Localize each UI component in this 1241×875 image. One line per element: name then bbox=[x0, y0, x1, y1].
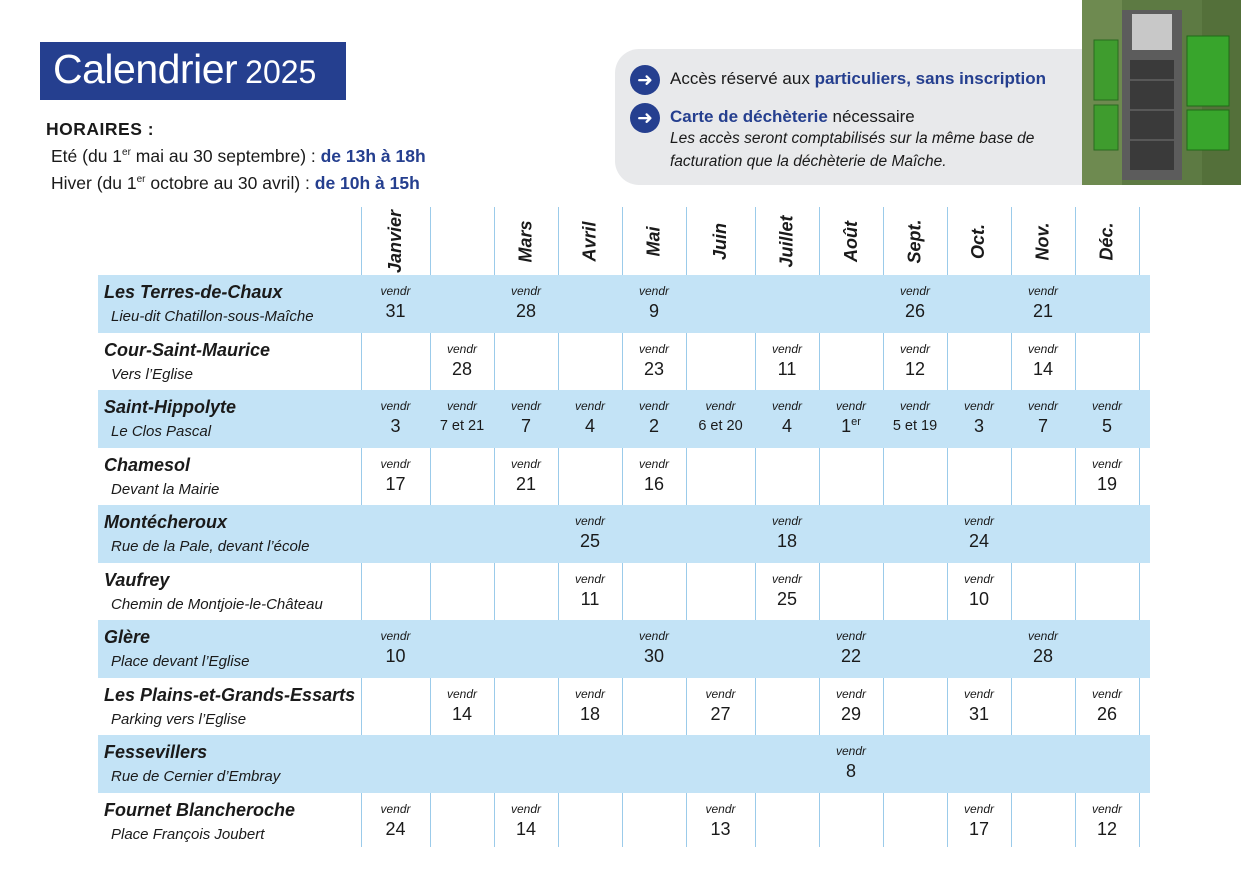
date-value: 10 bbox=[385, 646, 406, 666]
day-label: vendr bbox=[963, 686, 995, 701]
date-value: 27 bbox=[710, 703, 731, 724]
day-label: vendr bbox=[705, 801, 736, 816]
day-label: vendr bbox=[638, 456, 670, 471]
date-cell bbox=[1011, 342, 1075, 380]
day-label: vendr bbox=[1027, 341, 1059, 356]
date-cell bbox=[686, 802, 755, 840]
date-cell bbox=[947, 572, 1011, 610]
date-value: 28 bbox=[1032, 646, 1054, 666]
month-header: Janvier bbox=[384, 209, 405, 273]
date-cell bbox=[494, 284, 558, 322]
day-label: vendr bbox=[963, 801, 995, 816]
location-place: Le Clos Pascal bbox=[111, 423, 212, 440]
day-label: vendr bbox=[705, 686, 736, 701]
day-label: vendr bbox=[510, 284, 542, 298]
date-cell bbox=[1075, 457, 1139, 495]
date-cell bbox=[361, 802, 430, 840]
date-value: 12 bbox=[904, 358, 926, 379]
date-value: 2 bbox=[648, 416, 659, 436]
day-label: vendr bbox=[963, 571, 995, 586]
month-header: Avril bbox=[579, 220, 600, 262]
date-value: 1er bbox=[841, 416, 861, 436]
date-cell bbox=[947, 399, 1011, 437]
date-cell bbox=[819, 399, 883, 437]
day-label: vendr bbox=[963, 399, 995, 413]
day-label: vendr bbox=[771, 341, 803, 356]
day-label: vendr bbox=[835, 686, 867, 701]
date-value: 29 bbox=[840, 703, 862, 724]
date-cell bbox=[1075, 802, 1139, 840]
location-place: Place François Joubert bbox=[111, 825, 265, 843]
horaires-hiver: Hiver (du 1er octobre au 30 avril) : de 10h à 15h bbox=[51, 172, 420, 193]
month-header: Août bbox=[840, 220, 861, 262]
month-header: Oct. bbox=[968, 223, 989, 259]
date-cell bbox=[430, 399, 494, 434]
day-label: vendr bbox=[380, 284, 411, 298]
day-label: vendr bbox=[446, 686, 478, 701]
arrow-right-icon: ➜ bbox=[630, 103, 660, 133]
date-cell bbox=[755, 572, 819, 610]
date-cell bbox=[430, 687, 494, 725]
date-cell bbox=[755, 399, 819, 437]
date-cell bbox=[430, 342, 494, 380]
day-label: vendr bbox=[1091, 456, 1123, 471]
date-value: 3 bbox=[390, 416, 401, 436]
date-value: 31 bbox=[385, 301, 406, 321]
day-label: vendr bbox=[1027, 284, 1059, 298]
info-card: ➜ Carte de déchèterie nécessaire Les accès seront comptabilisés sur la même base de facturation que la déchèterie de Maîche. bbox=[630, 103, 1034, 173]
date-value: 28 bbox=[451, 358, 473, 379]
location-name: Les Terres-de-Chaux bbox=[104, 282, 283, 302]
date-value: 11 bbox=[777, 358, 797, 379]
day-label: vendr bbox=[638, 284, 670, 298]
day-label: vendr bbox=[574, 686, 606, 701]
date-value: 23 bbox=[643, 358, 665, 379]
info-box bbox=[615, 49, 1115, 185]
day-label: vendr bbox=[835, 399, 867, 413]
date-value: 24 bbox=[385, 818, 406, 839]
date-value: 7 bbox=[1037, 416, 1048, 436]
date-cell bbox=[622, 457, 686, 495]
date-value: 21 bbox=[1032, 301, 1054, 321]
day-label: vendr bbox=[1027, 399, 1059, 413]
date-value: 6 et 20 bbox=[698, 418, 743, 434]
day-label: vendr bbox=[510, 801, 542, 816]
location-place: Place devant l’Eglise bbox=[111, 653, 250, 670]
date-value: 28 bbox=[515, 301, 537, 321]
day-label: vendr bbox=[835, 629, 867, 643]
date-cell bbox=[558, 572, 622, 610]
date-cell bbox=[819, 629, 883, 667]
date-value: 21 bbox=[515, 473, 537, 494]
horaires-hiver-hours: de 10h à 15h bbox=[314, 172, 420, 193]
date-value: 7 et 21 bbox=[439, 418, 485, 434]
day-label: vendr bbox=[835, 744, 867, 758]
month-header bbox=[430, 207, 494, 275]
date-value: 4 bbox=[584, 416, 595, 436]
arrow-right-icon: ➜ bbox=[630, 65, 660, 95]
day-label: vendr bbox=[574, 571, 606, 586]
day-label: vendr bbox=[638, 399, 670, 413]
date-cell bbox=[622, 399, 686, 437]
date-cell bbox=[361, 284, 430, 322]
month-header: Déc. bbox=[1096, 221, 1117, 261]
date-value: 19 bbox=[1096, 473, 1118, 494]
date-cell bbox=[883, 284, 947, 322]
date-cell bbox=[1011, 399, 1075, 437]
date-cell bbox=[755, 514, 819, 552]
date-value: 17 bbox=[968, 818, 990, 839]
date-value: 9 bbox=[648, 301, 659, 321]
date-value: 17 bbox=[385, 473, 406, 494]
day-label: vendr bbox=[380, 801, 411, 816]
day-label: vendr bbox=[705, 399, 736, 413]
date-cell bbox=[883, 342, 947, 380]
day-label: vendr bbox=[446, 341, 478, 356]
date-value: 25 bbox=[776, 588, 798, 609]
date-value: 31 bbox=[968, 703, 990, 724]
day-label: vendr bbox=[510, 456, 542, 471]
date-cell bbox=[686, 687, 755, 725]
day-label: vendr bbox=[771, 571, 803, 586]
location-name: Cour-Saint-Maurice bbox=[104, 339, 271, 360]
date-cell bbox=[1075, 687, 1139, 725]
day-label: vendr bbox=[446, 399, 478, 413]
info-note-1: Les accès seront comptabilisés sur la même base de bbox=[670, 130, 1035, 147]
date-value: 30 bbox=[643, 646, 665, 666]
horaires-label: HORAIRES : bbox=[46, 119, 155, 139]
date-value: 24 bbox=[968, 531, 990, 551]
date-cell bbox=[361, 457, 430, 495]
date-cell bbox=[1011, 629, 1075, 667]
date-value: 18 bbox=[579, 703, 601, 724]
date-value: 12 bbox=[1096, 818, 1118, 839]
location-place: Lieu-dit Chatillon-sous-Maîche bbox=[111, 308, 314, 325]
month-header: Juillet bbox=[776, 214, 797, 268]
location-name: Fessevillers bbox=[104, 742, 208, 762]
date-cell bbox=[755, 342, 819, 380]
day-label: vendr bbox=[771, 514, 803, 528]
day-label: vendr bbox=[574, 399, 606, 413]
date-cell bbox=[686, 399, 755, 434]
month-header: Nov. bbox=[1032, 221, 1053, 261]
date-value: 14 bbox=[1032, 358, 1054, 379]
month-header: Sept. bbox=[904, 218, 925, 264]
location-name: Chamesol bbox=[104, 454, 191, 475]
location-name: Montécheroux bbox=[104, 512, 228, 532]
date-cell bbox=[558, 687, 622, 725]
date-cell bbox=[622, 284, 686, 322]
location-place: Chemin de Montjoie-le-Château bbox=[111, 595, 323, 613]
date-value: 26 bbox=[904, 301, 926, 321]
recycling-trailer-photo bbox=[1082, 0, 1241, 185]
trailer-illustration bbox=[1082, 0, 1241, 185]
day-label: vendr bbox=[574, 514, 606, 528]
date-cell bbox=[361, 399, 430, 437]
date-cell bbox=[1011, 284, 1075, 322]
date-value: 10 bbox=[968, 588, 990, 609]
day-label: vendr bbox=[771, 399, 803, 413]
day-label: vendr bbox=[380, 629, 411, 643]
month-header: Mars bbox=[515, 219, 536, 263]
date-value: 14 bbox=[515, 818, 537, 839]
date-cell bbox=[494, 802, 558, 840]
day-label: vendr bbox=[899, 284, 931, 298]
date-value: 8 bbox=[845, 761, 856, 781]
day-label: vendr bbox=[638, 629, 670, 643]
date-value: 16 bbox=[643, 473, 665, 494]
day-label: vendr bbox=[1091, 801, 1123, 816]
horaires-ete-hours: de 13h à 18h bbox=[320, 145, 426, 166]
page-title bbox=[40, 42, 346, 100]
date-cell bbox=[494, 399, 558, 437]
location-name: Vaufrey bbox=[104, 569, 170, 590]
date-value: 5 et 19 bbox=[892, 418, 938, 434]
horaires-block bbox=[46, 117, 426, 195]
date-cell bbox=[622, 629, 686, 667]
location-place: Parking vers l’Eglise bbox=[111, 710, 247, 728]
location-place: Rue de Cernier d’Embray bbox=[111, 768, 281, 785]
location-name: Fournet Blancheroche bbox=[104, 799, 296, 820]
date-value: 4 bbox=[781, 416, 792, 436]
date-cell bbox=[947, 802, 1011, 840]
date-value: 26 bbox=[1096, 703, 1118, 724]
month-header: Mai bbox=[643, 225, 664, 257]
date-cell bbox=[947, 687, 1011, 725]
title-word: Calendrier bbox=[53, 46, 238, 92]
date-value: 3 bbox=[973, 416, 984, 436]
day-label: vendr bbox=[380, 456, 411, 471]
location-name: Les Plains-et-Grands-Essarts bbox=[104, 684, 356, 705]
day-label: vendr bbox=[963, 514, 995, 528]
date-value: 13 bbox=[710, 818, 731, 839]
date-value: 5 bbox=[1101, 416, 1112, 436]
date-value: 25 bbox=[579, 531, 601, 551]
date-value: 11 bbox=[580, 588, 600, 609]
month-header: Juin bbox=[709, 222, 730, 260]
day-label: vendr bbox=[510, 399, 542, 413]
date-cell bbox=[622, 342, 686, 380]
date-cell bbox=[361, 629, 430, 667]
day-label: vendr bbox=[380, 399, 411, 413]
location-name: Saint-Hippolyte bbox=[104, 397, 237, 417]
date-value: 7 bbox=[520, 416, 531, 436]
day-label: vendr bbox=[1091, 686, 1123, 701]
date-value: 14 bbox=[451, 703, 473, 724]
date-cell bbox=[558, 514, 622, 552]
day-label: vendr bbox=[1027, 629, 1059, 643]
info-access: ➜ Accès réservé aux particuliers, sans inscription bbox=[630, 65, 1046, 95]
date-cell bbox=[1075, 399, 1139, 437]
location-name: Glère bbox=[104, 627, 151, 647]
date-cell bbox=[494, 457, 558, 495]
location-place: Rue de la Pale, devant l’école bbox=[111, 538, 310, 555]
day-label: vendr bbox=[899, 341, 931, 356]
day-label: vendr bbox=[899, 399, 931, 413]
date-cell bbox=[558, 399, 622, 437]
date-cell bbox=[819, 744, 883, 782]
date-cell bbox=[947, 514, 1011, 552]
day-label: vendr bbox=[1091, 399, 1123, 413]
horaires-ete: Eté (du 1er mai au 30 septembre) : de 13h à 18h bbox=[51, 145, 426, 166]
date-cell bbox=[883, 399, 947, 434]
day-label: vendr bbox=[638, 341, 670, 356]
date-value: 22 bbox=[840, 646, 862, 666]
title-year: 2025 bbox=[245, 54, 317, 90]
date-cell bbox=[819, 687, 883, 725]
location-place: Devant la Mairie bbox=[111, 480, 220, 498]
info-note-2: facturation que la déchèterie de Maîche. bbox=[670, 153, 947, 170]
date-value: 18 bbox=[776, 531, 798, 551]
location-place: Vers l’Eglise bbox=[111, 365, 193, 383]
